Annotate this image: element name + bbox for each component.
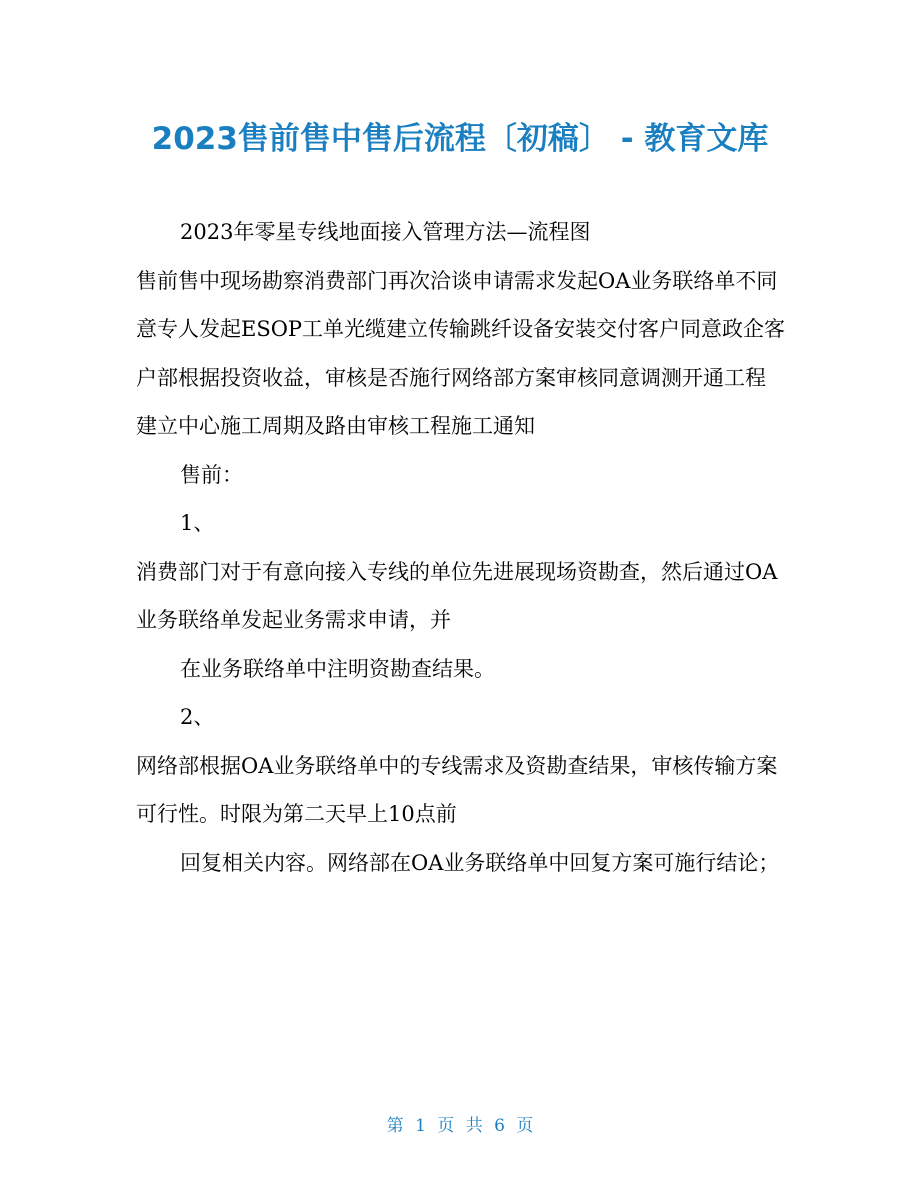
footer-page-unit: 页 bbox=[437, 1116, 455, 1136]
footer-total-label: 共 bbox=[465, 1116, 483, 1136]
paragraph: 消费部门对于有意向接入专线的单位先进展现场资勘查，然后通过OA业务联络单发起业务需求申请，并 bbox=[136, 559, 778, 632]
paragraph: 回复相关内容。网络部在OA业务联络单中回复方案可施行结论； bbox=[180, 850, 780, 875]
paragraph-item-number: 1、 bbox=[180, 511, 215, 535]
document-body bbox=[136, 208, 786, 887]
paragraph-presale-heading: 售前： bbox=[180, 462, 243, 487]
footer-page-label: 第 bbox=[386, 1116, 404, 1136]
page-footer bbox=[0, 1112, 920, 1140]
footer-total-unit: 页 bbox=[516, 1116, 534, 1136]
page-title: 2023售前售中售后流程〔初稿〕 - 教育文库 bbox=[151, 121, 769, 157]
paragraph-item-number: 2、 bbox=[180, 705, 215, 729]
paragraph: 网络部根据OA业务联络单中的专线需求及资勘查结果，审核传输方案可行性。时限为第二天早上10点前 bbox=[136, 753, 778, 826]
paragraph-flow-summary: 售前售中现场勘察消费部门再次洽谈申请需求发起OA业务联络单不同意专人发起ESOP工单光缆建立传输跳纤设备安装交付客户同意政企客户部根据投资收益，审核是否施行网络部方案审核同意调测开通工程建立中心施工周期及路由审核工程施工通知 bbox=[136, 268, 786, 438]
footer-current-page: 1 bbox=[415, 1116, 426, 1136]
paragraph: 在业务联络单中注明资勘查结果。 bbox=[180, 656, 495, 681]
paragraph-heading: 2023年零星专线地面接入管理方法—流程图 bbox=[180, 220, 591, 244]
footer-total-pages: 6 bbox=[494, 1116, 505, 1136]
